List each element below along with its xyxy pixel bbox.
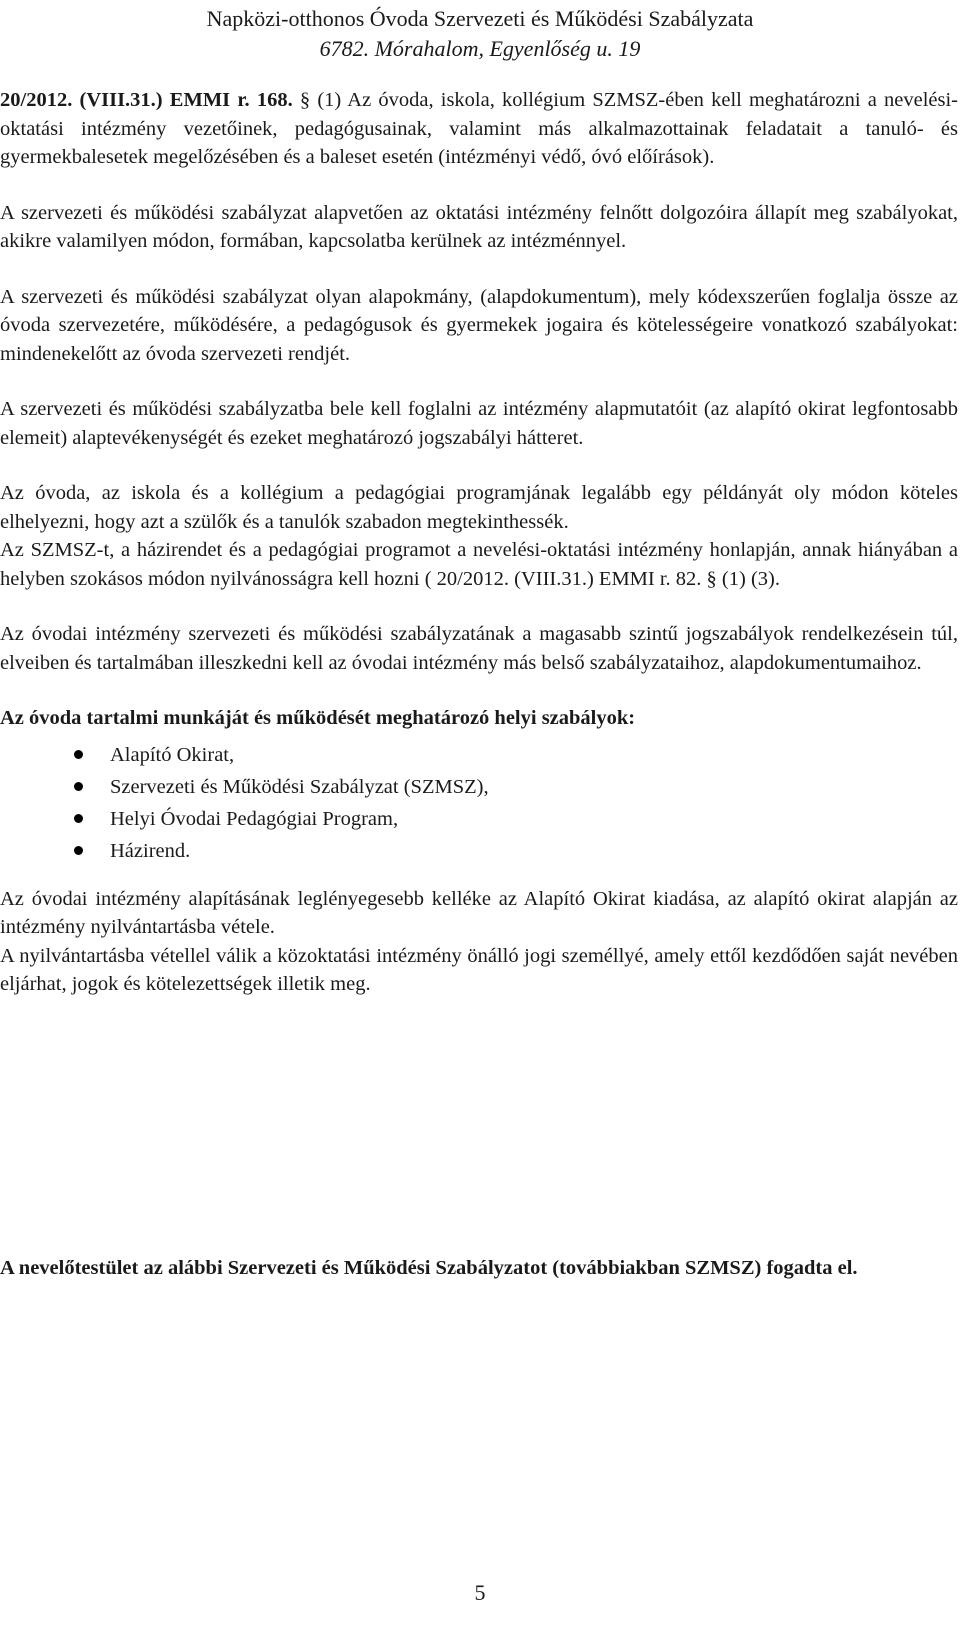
list-item-label: Helyi Óvodai Pedagógiai Program, xyxy=(110,807,399,830)
paragraph-szmsz-purpose: A szervezeti és működési szabályzat alapvetően az oktatási intézmény felnőtt dolgozóira állapít meg szabályokat, akikre valamilyen módon, formában, kapcsolatba kerülnek az intézménnyel. xyxy=(0,201,958,252)
legal-reference: 20/2012. (VIII.31.) EMMI r. 168. xyxy=(0,89,293,111)
list-item xyxy=(0,803,958,835)
header-address: 6782. Mórahalom, Egyenlőség u. 19 xyxy=(319,36,641,61)
paragraph-regulation-alignment: Az óvodai intézmény szervezeti és működési szabályzatának a magasabb szintű jogszabályok rendelkezésein túl, elveiben és tartalmában illeszkedni kell az óvodai intézmény más belső szabályzataihoz, alapdokumentumaihoz. xyxy=(0,623,958,674)
paragraph-szmsz-contents: A szervezeti és működési szabályzatba bele kell foglalni az intézmény alapmutatóit (az alapító okirat legfontosabb elemeit) alaptevékenységét és ezeket meghatározó jogszabályi hátteret. xyxy=(0,398,958,449)
paragraph-text: § (1) Az óvoda, iskola, kollégium SZMSZ-ében kell meghatározni a nevelési-oktatási intézmény vezetőinek, pedagógusainak, valamint más alkalmazottainak feladatait a tanuló- és gyermekbalesetek megelőzésében és a baleset esetén (intézményi védő, óvó előírások). xyxy=(0,89,958,168)
page-header xyxy=(0,0,960,64)
paragraph-program-availability: Az óvoda, az iskola és a kollégium a pedagógiai programjának legalább egy példányát oly módon köteles elhelyezni, hogy azt a szülők és a tanulók szabadon megtekinthessék. xyxy=(0,482,958,533)
bullet-icon xyxy=(74,846,83,855)
bullet-icon xyxy=(74,750,83,759)
header-title: Napközi-otthonos Óvoda Szervezeti és Működési Szabályzata xyxy=(206,6,754,31)
paragraph-publication: Az SZMSZ-t, a házirendet és a pedagógiai programot a nevelési-oktatási intézmény honlapján, annak hiányában a helyben szokásos módon nyilvánosságra kell hozni ( 20/2012. (VIII.31.) EMMI r. 82. § (1) (3). xyxy=(0,539,958,590)
list-item xyxy=(0,835,958,867)
bullet-icon xyxy=(74,814,83,823)
list-item xyxy=(0,739,958,771)
paragraph-legal-entity: A nyilvántartásba vétellel válik a közoktatási intézmény önálló jogi személlyé, amely ettől kezdődően saját nevében eljárhat, jogok és kötelezettségek illetik meg. xyxy=(0,944,958,995)
page-number: 5 xyxy=(474,1580,486,1605)
closing-statement: A nevelőtestület az alábbi Szervezeti és Működési Szabályzatot (továbbiakban SZMSZ) fogadta el. xyxy=(0,1257,858,1279)
paragraph-legal-reference xyxy=(0,86,958,172)
paragraph-szmsz-definition: A szervezeti és működési szabályzat olyan alapokmány, (alapdokumentum), mely kódexszerűen foglalja össze az óvoda szervezetére, működésére, a pedagógusok és gyermekek jogaira és kötelességeire vonatkozó szabályokat: mindenekelőtt az óvoda szervezeti rendjét. xyxy=(0,285,958,365)
list-item xyxy=(0,771,958,803)
list-item-label: Alapító Okirat, xyxy=(110,743,235,766)
list-item-label: Házirend. xyxy=(110,839,191,862)
paragraph-founding-document: Az óvodai intézmény alapításának leglényegesebb kelléke az Alapító Okirat kiadása, az alapító okirat alapján az intézmény nyilvántartásba vétele. xyxy=(0,887,958,938)
rules-heading: Az óvoda tartalmi munkáját és működését meghatározó helyi szabályok: xyxy=(0,707,636,729)
list-item-label: Szervezeti és Működési Szabályzat (SZMSZ), xyxy=(110,775,489,798)
rules-list xyxy=(0,739,958,867)
bullet-icon xyxy=(74,782,83,791)
document-body xyxy=(0,86,958,1026)
